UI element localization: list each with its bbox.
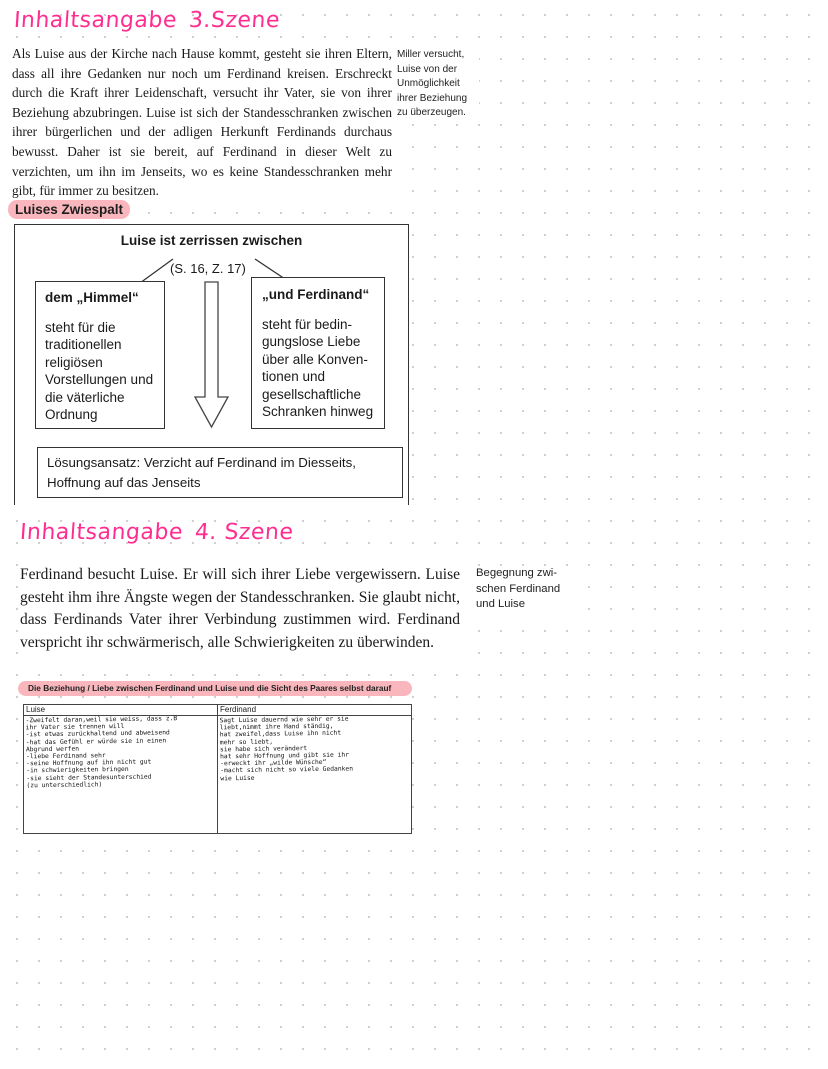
column-header-luise: Luise — [24, 705, 218, 716]
diagram-header: Luise ist zerrissen zwischen — [120, 233, 303, 248]
handwritten-note: wie Luise — [220, 774, 255, 782]
heading-text: Inhaltsangabe — [19, 520, 184, 545]
box-himmel: dem „Himmel“ steht für die traditionellen religiösen Vorstellungen und die väterliche Ordnung — [35, 281, 165, 429]
handwritten-note: mehr so liebt, — [219, 738, 274, 746]
solution-box: Lösungsansatz: Verzicht auf Ferdinand im Diesseits, Hoffnung auf das Jenseits — [37, 447, 403, 498]
handwritten-note: -ist etwas zurückhaltend und abweisend — [25, 729, 170, 739]
handwritten-note: ihr Vater sie trennen will — [25, 723, 125, 732]
branch-line-right — [255, 259, 285, 279]
ferdinand-notes-cell — [218, 716, 412, 834]
relationship-table — [23, 704, 412, 834]
table-title: Die Beziehung / Liebe zwischen Ferdinand und Luise und die Sicht des Paares selbst darauf — [18, 681, 412, 696]
diagram-reference: (S. 16, Z. 17) — [170, 261, 246, 276]
handwritten-note: -erweckt ihr „wilde Wünsche“ — [220, 759, 327, 768]
heading-scene-number: 3.Szene — [188, 8, 281, 33]
section-label: Luises Zwiespalt — [8, 200, 130, 219]
handwritten-note: liebt,nimmt ihre Hand ständig, — [219, 722, 334, 732]
luise-notes-cell — [24, 716, 218, 834]
column-header-ferdinand: Ferdinand — [218, 705, 412, 716]
handwritten-note: -liebe Ferdinand sehr — [26, 752, 106, 761]
handwritten-note: -hat das Gefühl er würde sie in einen — [25, 736, 167, 746]
heading-text: Inhaltsangabe — [13, 8, 178, 33]
box-himmel-title: dem „Himmel“ — [45, 290, 139, 305]
down-arrow-icon — [195, 282, 228, 427]
handwritten-note: sie habe sich verändert — [219, 744, 308, 754]
handwritten-note: hat zweifel,dass Luise ihn nicht — [219, 730, 342, 739]
heading-scene-number: 4. Szene — [194, 520, 295, 545]
branch-line-left — [140, 259, 173, 283]
summary-paragraph-scene-4: Ferdinand besucht Luise. Er will sich ihrer Liebe vergewissern. Luise gesteht ihm ihre Ängste wegen der Standesschranken. Sie glaubt nicht, dass Ferdinands Vater ihrer Verbindung zustimmen wird. Ferdinand verspricht ihr schwärmerisch, alle Schwierigkeiten zu überwinden. — [18, 562, 462, 656]
handwritten-note: hat sehr Hoffnung und gibt sie ihr — [220, 751, 350, 761]
margin-note-scene-4: Begegnung zwi- schen Ferdinand und Luise — [476, 566, 572, 613]
box-ferdinand-title: „und Ferdinand“ — [262, 287, 370, 302]
heading-scene-4 — [19, 520, 294, 545]
handwritten-note: -in schwierigkeiten bringen — [26, 766, 129, 775]
handwritten-note: -Zweifelt daran,weil sie weiss, dass z.B — [25, 715, 178, 725]
handwritten-note: Abgrund werfen — [25, 745, 80, 754]
handwritten-note: -sie sieht der Standesunterschied — [26, 773, 152, 782]
handwritten-note: -macht sich nicht so viele Gedanken — [220, 765, 354, 775]
margin-note-scene-3: Miller versucht, Luise von der Unmöglichkeit ihrer Beziehung zu überzeugen. — [397, 48, 479, 121]
handwritten-note: (zu unterschiedlich) — [26, 781, 103, 790]
heading-scene-3 — [13, 8, 281, 33]
conflict-diagram — [14, 224, 409, 505]
handwritten-note: Sagt Luise dauernd wie sehr er sie — [219, 715, 349, 725]
box-ferdinand: „und Ferdinand“ steht für bedin- gungslose Liebe über alle Konven- tionen und gesellschaftliche Schranken hinweg — [251, 277, 385, 429]
summary-paragraph-scene-3: Als Luise aus der Kirche nach Hause kommt, gesteht sie ihren Eltern, dass all ihre Gedanken nur noch um Ferdinand kreisen. Erschreckt durch die Kraft ihrer Leidenschaft, versucht ihr Vater, sie von ihrer Beziehung abzubringen. Luise ist sich der Standesschranken zwischen ihrer bürgerlichen und der adligen Herkunft Ferdinands durchaus bewusst. Daher ist sie bereit, auf Ferdinand in dieser Welt zu verzichten, um ihn im Jenseits, wo es keine Standesschranken mehr gibt, für immer zu besitzen. — [10, 44, 392, 201]
handwritten-note: -seine Hoffnung auf ihn nicht gut — [26, 758, 152, 768]
